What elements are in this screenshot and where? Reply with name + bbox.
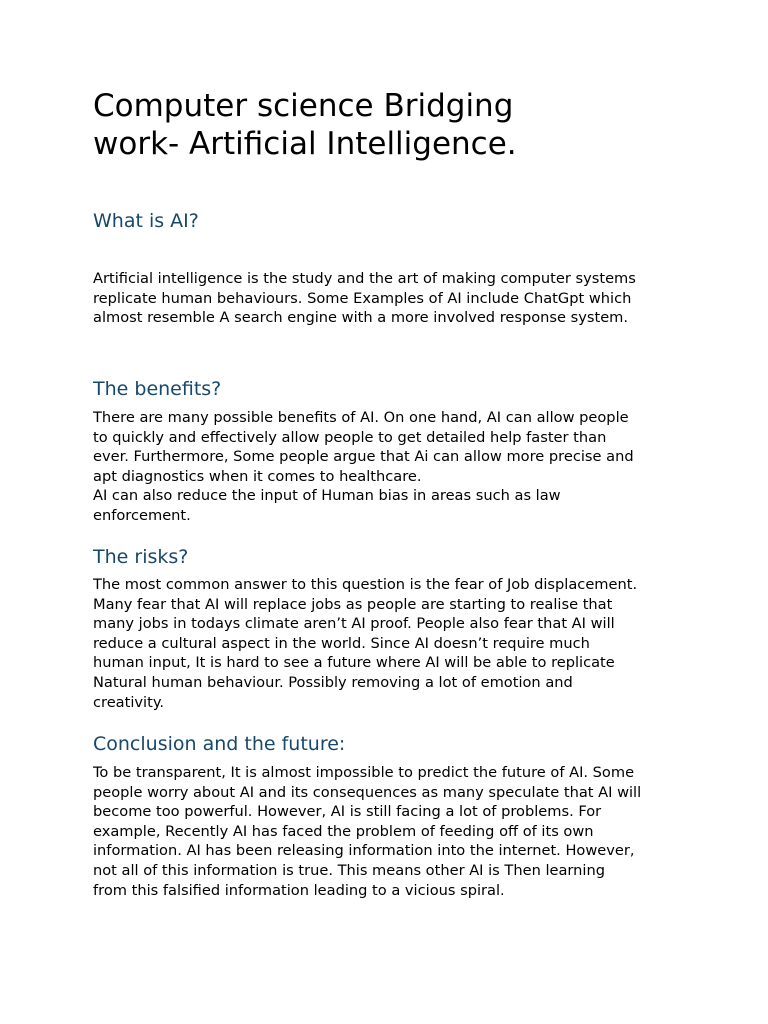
paragraph-line: replicate human behaviours. Some Examples of AI include ChatGpt which [93, 289, 632, 307]
paragraph-line: become too powerful. However, AI is still facing a lot of problems. For [93, 803, 602, 821]
paragraph-line: To be transparent, It is almost impossible to predict the future of AI. Some [93, 764, 635, 781]
paragraph-line: reduce a cultural aspect in the world. Since AI doesn’t require much [93, 634, 590, 652]
paragraph-line: The most common answer to this question is the fear of Job displacement. [93, 576, 638, 593]
paragraph-what-is-ai [93, 269, 683, 328]
paragraph-line: There are many possible benefits of AI. On one hand, AI can allow people [93, 409, 629, 426]
paragraph-line: almost resemble A search engine with a more involved response system. [93, 309, 629, 327]
paragraph-line: from this falsified information leading to a vicious spiral. [93, 881, 505, 899]
title-line: work- Artificial Intelligence. [93, 126, 517, 162]
section-heading-benefits: The benefits? [93, 378, 222, 400]
paragraph-line: creativity. [93, 693, 165, 711]
section-heading-what-is-ai: What is AI? [93, 210, 199, 232]
paragraph-line: enforcement. [93, 506, 191, 524]
paragraph-line: to quickly and effectively allow people to get detailed help faster than [93, 428, 607, 446]
paragraph-line: Artificial intelligence is the study and the art of making computer systems [93, 270, 636, 287]
paragraph-line: Natural human behaviour. Possibly removing a lot of emotion and [93, 673, 573, 691]
paragraph-line: not all of this information is true. This means other AI is Then learning [93, 861, 605, 879]
paragraph-line: many jobs in todays climate aren’t AI proof. People also fear that AI will [93, 615, 615, 633]
paragraph-line: ever. Furthermore, Some people argue that Ai can allow more precise and [93, 448, 634, 466]
paragraph-benefits [93, 408, 683, 526]
title-line: Computer science Bridging [93, 88, 514, 124]
paragraph-line: human input, It is hard to see a future where AI will be able to replicate [93, 654, 615, 672]
section-heading-conclusion: Conclusion and the future: [93, 733, 346, 755]
paragraph-line: example, Recently AI has faced the problem of feeding off of its own [93, 822, 594, 840]
paragraph-line: Many fear that AI will replace jobs as people are starting to realise that [93, 595, 613, 613]
paragraph-risks [93, 575, 683, 712]
paragraph-line: people worry about AI and its consequences as many speculate that AI will [93, 783, 642, 801]
section-heading-risks: The risks? [93, 546, 189, 568]
paragraph-line: apt diagnostics when it comes to healthcare. [93, 467, 422, 485]
document-title [93, 87, 683, 163]
paragraph-conclusion [93, 763, 683, 900]
paragraph-line: AI can also reduce the input of Human bias in areas such as law [93, 487, 561, 505]
paragraph-line: information. AI has been releasing information into the internet. However, [93, 842, 635, 860]
